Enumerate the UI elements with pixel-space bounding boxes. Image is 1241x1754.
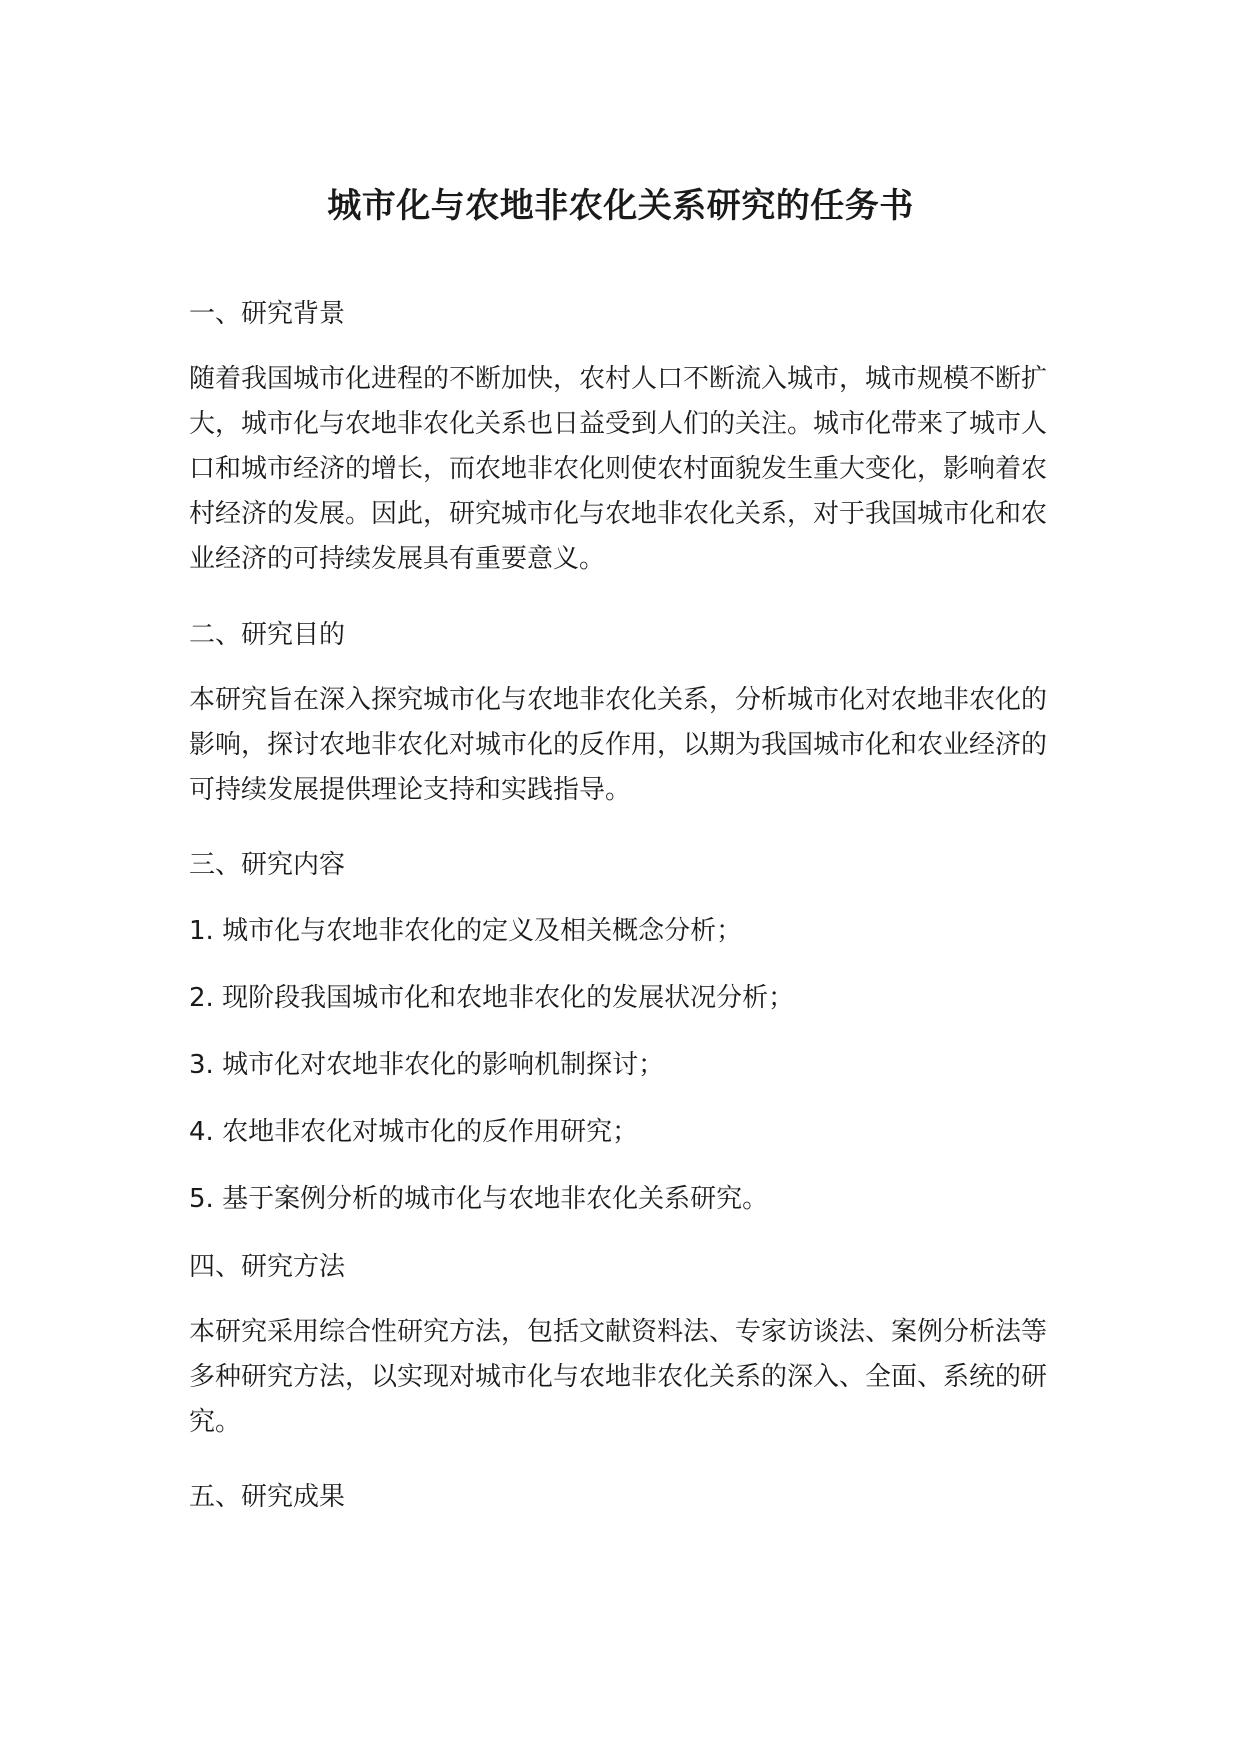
list-item: 5. 基于案例分析的城市化与农地非农化关系研究。: [189, 1184, 769, 1214]
section-heading-background: 一、研究背景: [189, 299, 346, 329]
section-paragraph-methods: 本研究采用综合性研究方法，包括文献资料法、专家访谈法、案例分析法等多种研究方法，以实现对城市化与农地非农化关系的深入、全面、系统的研究。: [189, 1317, 1048, 1437]
section-heading-results: 五、研究成果: [189, 1482, 346, 1512]
list-item: 1. 城市化与农地非农化的定义及相关概念分析；: [189, 916, 743, 946]
list-item: 3. 城市化对农地非农化的影响机制探讨；: [189, 1050, 665, 1080]
section-paragraph-purpose: 本研究旨在深入探究城市化与农地非农化关系，分析城市化对农地非农化的影响，探讨农地非农化对城市化的反作用，以期为我国城市化和农业经济的可持续发展提供理论支持和实践指导。: [189, 685, 1048, 805]
section-heading-methods: 四、研究方法: [189, 1252, 346, 1282]
list-item: 2. 现阶段我国城市化和农地非农化的发展状况分析；: [189, 983, 795, 1013]
section-paragraph-background: 随着我国城市化进程的不断加快，农村人口不断流入城市，城市规模不断扩大，城市化与农地非农化关系也日益受到人们的关注。城市化带来了城市人口和城市经济的增长，而农地非农化则使农村面貌发生重大变化，影响着农村经济的发展。因此，研究城市化与农地非农化关系，对于我国城市化和农业经济的可持续发展具有重要意义。: [189, 364, 1048, 574]
document-title: 城市化与农地非农化关系研究的任务书: [327, 186, 914, 226]
section-heading-content: 三、研究内容: [189, 850, 346, 880]
section-heading-purpose: 二、研究目的: [189, 620, 346, 650]
list-item: 4. 农地非农化对城市化的反作用研究；: [189, 1117, 639, 1147]
